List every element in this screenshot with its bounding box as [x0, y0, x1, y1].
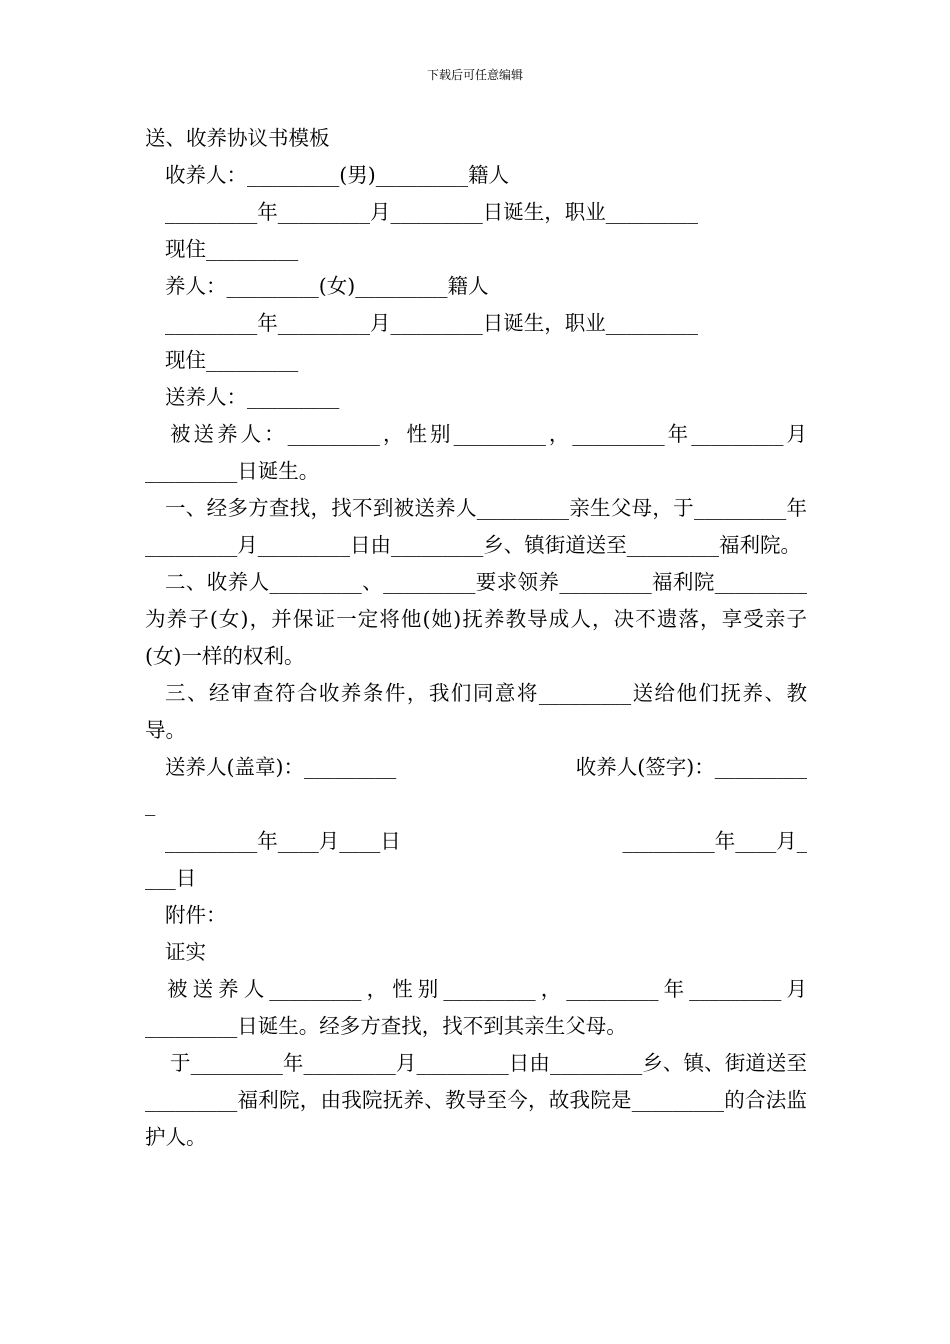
giver-line: 送养人：_________ [165, 385, 340, 409]
date-continuation: ___日 [145, 866, 197, 890]
proof-paragraph-2 [145, 1045, 807, 1156]
proof-paragraph-1 [145, 971, 807, 1045]
adopter2-address-line: 现住_________ [165, 348, 299, 372]
proof-paragraph-2-text: 于_________年_________月_________日由_________乡、镇、街道送至_________福利院，由我院抚养、教导至今，故我院是_________的合法监护人。 [145, 1051, 807, 1149]
document-title: 送、收养协议书模板 [145, 126, 330, 150]
signature-row [145, 749, 807, 786]
adopter-birth-line: _________年_________月_________日诞生，职业_________ [165, 200, 698, 224]
proof-paragraph-1-text: 被送养人_________，性别_________，_________年_________月_________日诞生。经多方查找，找不到其亲生父母。 [145, 977, 807, 1038]
giver-signature: 送养人(盖章)：_________ [165, 755, 397, 779]
clause-2 [145, 564, 807, 675]
page-header: 下载后可任意编辑 [426, 68, 523, 82]
clause-3-text: 三、经审查符合收养条件，我们同意将_________送给他们抚养、教导。 [145, 681, 807, 742]
adoptee-paragraph [145, 416, 807, 490]
attachment-label: 附件： [165, 903, 227, 927]
clause-1-text: 一、经多方查找，找不到被送养人_________亲生父母，于_________年_________月_________日由_________乡、镇街道送至_________福利院。 [145, 496, 807, 557]
adopter-signature: 收养人(签字)：_________ [575, 755, 807, 779]
clause-3 [145, 675, 807, 749]
adopter2-line: 养人：_________(女)_________籍人 [165, 274, 489, 298]
clause-1 [145, 490, 807, 564]
adopter-date: _________年____月_ [622, 829, 807, 853]
date-row [145, 823, 807, 860]
signature-continuation: _ [145, 792, 156, 816]
giver-date: _________年____月____日 [165, 829, 401, 853]
adopter-line: 收养人：_________(男)_________籍人 [165, 163, 509, 187]
document-body [145, 120, 807, 1156]
clause-2-text: 二、收养人_________、_________要求领养_________福利院_________为养子(女)，并保证一定将他(她)抚养教导成人，决不遗落，享受亲子(女)一样的权利。 [145, 570, 807, 668]
proof-title: 证实 [165, 940, 206, 964]
adopter-address-line: 现住_________ [165, 237, 299, 261]
adopter2-birth-line: _________年_________月_________日诞生，职业_________ [165, 311, 698, 335]
adoptee-text: 被送养人：_________，性别_________，_________年_________月_________日诞生。 [145, 422, 807, 483]
